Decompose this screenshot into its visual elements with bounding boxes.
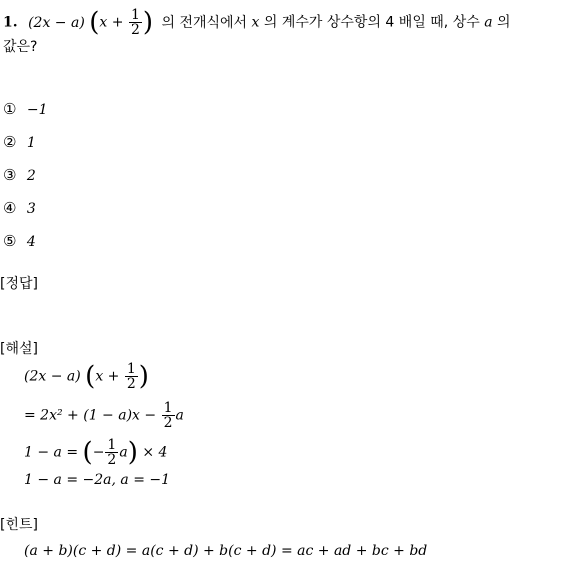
solution-line3-a: a bbox=[119, 444, 128, 461]
choice-5[interactable] bbox=[3, 232, 36, 252]
solution-line-3 bbox=[24, 438, 167, 467]
solution-line2-prefix: = 2x² + (1 − a)x − bbox=[24, 407, 157, 424]
solution-right-paren: ) bbox=[138, 361, 149, 392]
hint-formula: (a + b)(c + d) = a(c + d) + b(c + d) = ac + ad + bc + bd bbox=[24, 543, 428, 559]
solution-line3-suffix: × 4 bbox=[142, 444, 168, 461]
solution-line3-prefix: 1 − a = bbox=[24, 444, 79, 461]
question-text-1: 의 전개식에서 bbox=[161, 14, 248, 31]
choice-mark-4: ④ bbox=[3, 199, 17, 217]
solution-line-4: 1 − a = −2a, a = −1 bbox=[24, 472, 171, 488]
question-expr-left: (2x − a) bbox=[28, 14, 85, 31]
solution-line1-left: (2x − a) bbox=[24, 368, 81, 385]
solution-label: [해설] bbox=[0, 341, 38, 357]
choice-4[interactable] bbox=[3, 199, 36, 219]
solution-line3-neg: − bbox=[92, 444, 105, 461]
question-fraction bbox=[129, 8, 142, 37]
solution-line1-fraction bbox=[125, 362, 138, 391]
hint-label: [힌트] bbox=[0, 517, 38, 533]
choice-2[interactable] bbox=[3, 133, 36, 153]
left-paren: ( bbox=[89, 7, 100, 38]
question-x-symbol: x bbox=[251, 14, 260, 31]
solution-line-1 bbox=[24, 362, 149, 391]
choice-value-1: −1 bbox=[26, 102, 48, 118]
choice-3[interactable] bbox=[3, 166, 36, 186]
solution-line-2 bbox=[24, 401, 184, 430]
solution-line3-left-paren: ( bbox=[82, 437, 93, 468]
solution-line2-num: 1 bbox=[163, 400, 173, 416]
question-frac-den: 2 bbox=[130, 22, 140, 38]
question-a-symbol: a bbox=[484, 14, 493, 31]
solution-line2-den: 2 bbox=[163, 415, 173, 431]
solution-left-paren: ( bbox=[85, 361, 96, 392]
choice-mark-5: ⑤ bbox=[3, 232, 17, 250]
choice-value-2: 1 bbox=[26, 135, 36, 151]
solution-line3-num: 1 bbox=[107, 437, 117, 453]
question-line-2: 값은? bbox=[3, 39, 38, 55]
question-number: 1. bbox=[3, 14, 18, 31]
solution-line2-suffix: a bbox=[175, 407, 184, 424]
solution-line1-den: 2 bbox=[126, 376, 136, 392]
choice-value-5: 4 bbox=[26, 234, 36, 250]
question-text-1c: 의 bbox=[497, 14, 511, 31]
choice-1[interactable] bbox=[3, 100, 48, 120]
choice-value-3: 2 bbox=[26, 168, 36, 184]
answer-label: [정답] bbox=[0, 276, 38, 292]
solution-line1-prefix: x + bbox=[95, 368, 120, 385]
solution-line2-fraction bbox=[162, 401, 175, 430]
solution-line3-den: 2 bbox=[107, 452, 117, 468]
choice-mark-1: ① bbox=[3, 100, 17, 118]
question-frac-num: 1 bbox=[130, 7, 140, 23]
question-frac-prefix: x + bbox=[99, 14, 124, 31]
question-line-1 bbox=[3, 8, 511, 37]
question-text-1b: 의 계수가 상수항의 4 배일 때, 상수 bbox=[263, 14, 480, 31]
choice-mark-3: ③ bbox=[3, 166, 17, 184]
right-paren: ) bbox=[142, 7, 154, 38]
solution-line3-right-paren: ) bbox=[127, 437, 138, 468]
choice-mark-2: ② bbox=[3, 133, 17, 151]
choice-value-4: 3 bbox=[26, 201, 36, 217]
solution-line1-num: 1 bbox=[126, 361, 136, 377]
solution-line3-fraction bbox=[105, 438, 118, 467]
